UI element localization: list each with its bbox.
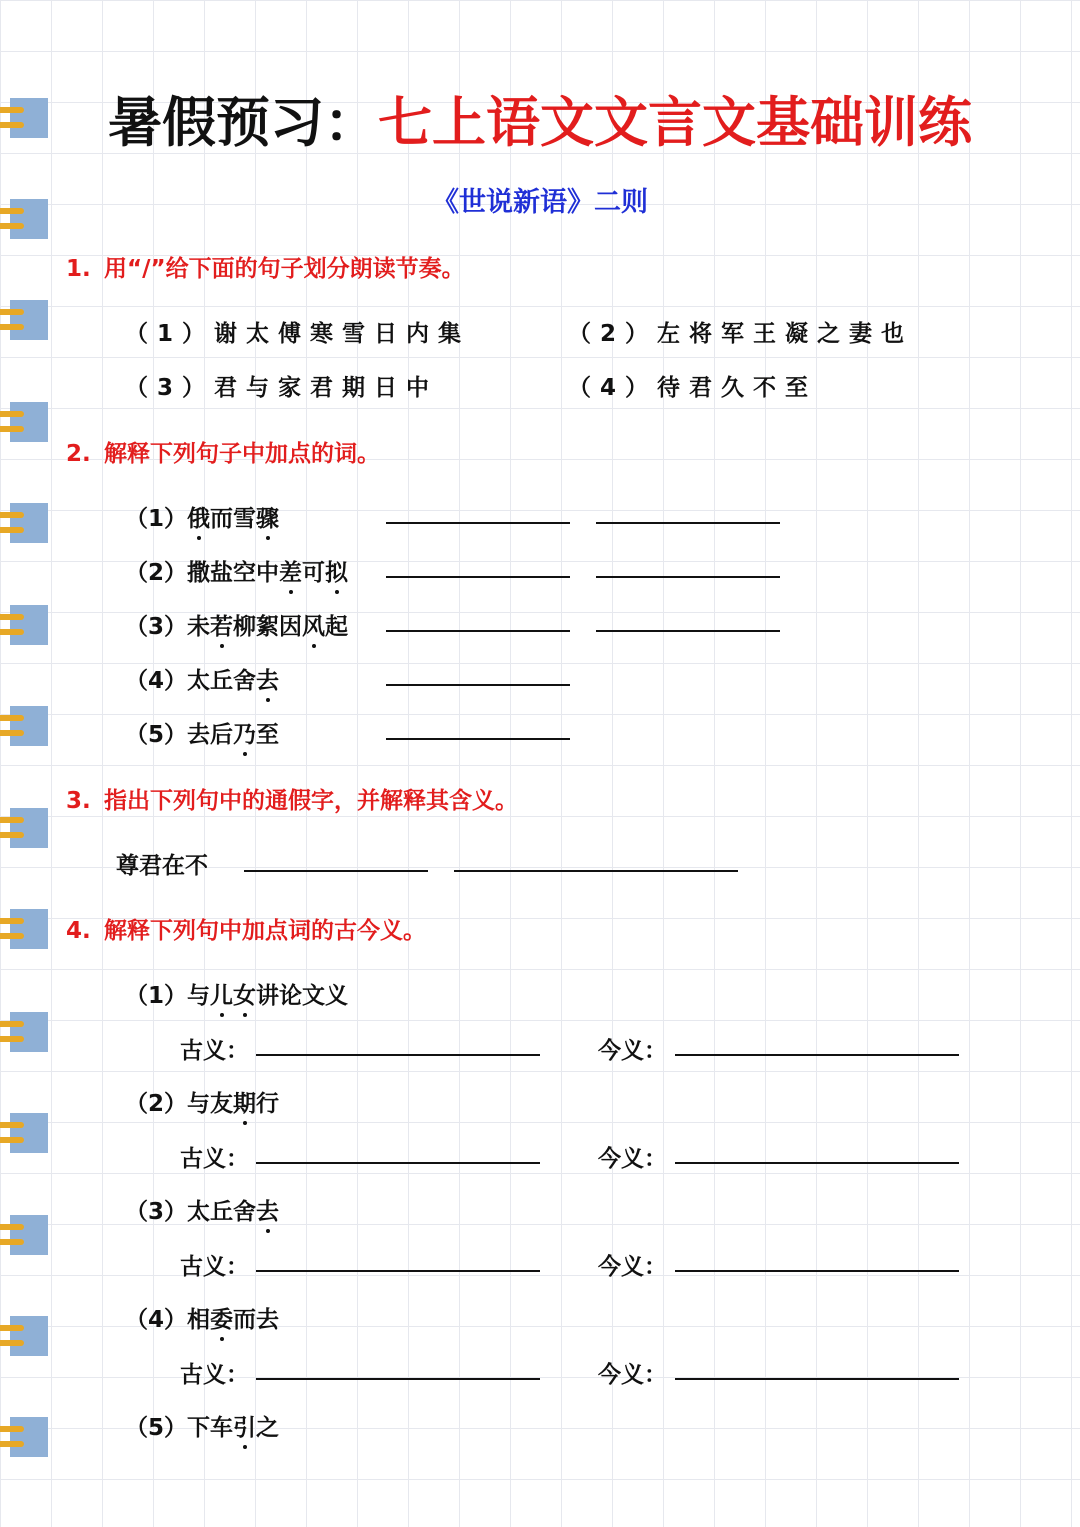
binder-ring: [0, 1012, 48, 1052]
q2-item-3: [125, 608, 348, 641]
item-label: （3）: [125, 1199, 188, 1225]
modern-meaning-label: 今义：: [598, 1038, 667, 1064]
answer-blank[interactable]: [386, 522, 570, 524]
q2-item-1: [125, 500, 279, 533]
ancient-meaning-label: 古义：: [180, 1038, 249, 1064]
character: 与: [187, 1091, 211, 1117]
item-text: 左将军王凝之妻也: [657, 321, 914, 347]
question-prompt: 用“/”给下面的句子划分朗读节奏。: [104, 256, 465, 282]
q4-item-1: [125, 977, 348, 1010]
question-number: 4.: [66, 918, 91, 944]
emphasized-character: 风: [302, 608, 325, 641]
modern-meaning-blank[interactable]: [675, 1162, 959, 1164]
question-3-heading: [66, 782, 518, 815]
question-prompt: 解释下列句子中加点的词。: [104, 441, 380, 467]
character: 太: [187, 668, 211, 694]
character: 文: [302, 983, 326, 1009]
character: 絮: [256, 614, 280, 640]
binder-ring: [0, 706, 48, 746]
character: 友: [210, 1091, 234, 1117]
item-label: （2）: [568, 321, 658, 347]
item-text: [187, 977, 348, 1010]
emphasized-character: 女: [233, 977, 256, 1010]
question-number: 1.: [66, 256, 91, 282]
character: 因: [279, 614, 303, 640]
item-text: [187, 1301, 279, 1334]
character: 起: [325, 614, 349, 640]
character: 舍: [233, 1199, 257, 1225]
emphasized-character: 若: [210, 608, 233, 641]
character: 撒: [187, 560, 211, 586]
question-number: 3.: [66, 788, 91, 814]
q4-item-5: [125, 1409, 279, 1442]
binder-ring: [0, 300, 48, 340]
item-text: [187, 1085, 279, 1118]
binder-ring: [0, 1417, 48, 1457]
modern-meaning-blank[interactable]: [675, 1270, 959, 1272]
character: 舍: [233, 668, 257, 694]
emphasized-character: 去: [256, 1193, 279, 1226]
item-text: 待君久不至: [657, 375, 818, 401]
ancient-meaning-blank[interactable]: [256, 1054, 540, 1056]
character: 而: [210, 506, 234, 532]
item-text: [187, 608, 348, 641]
q2-item-5: [125, 716, 279, 749]
q1-item-4: [568, 369, 817, 402]
character: 太: [187, 1199, 211, 1225]
item-label: （1）: [125, 983, 188, 1009]
ancient-meaning-blank[interactable]: [256, 1270, 540, 1272]
character: 去: [256, 1307, 280, 1333]
character: 丘: [210, 1199, 234, 1225]
item-label: （2）: [125, 1091, 188, 1117]
character: 行: [256, 1091, 280, 1117]
item-label: （4）: [125, 1307, 188, 1333]
character: 而: [233, 1307, 257, 1333]
character: 雪: [233, 506, 257, 532]
item-label: （1）: [125, 506, 188, 532]
title-prefix: 暑假预习：: [108, 90, 378, 154]
q3-sentence: 尊君在不: [116, 853, 208, 879]
page-title: [0, 80, 1080, 157]
item-text: [187, 1409, 279, 1442]
character: 后: [210, 722, 234, 748]
ancient-meaning-label: 古义：: [180, 1146, 249, 1172]
answer-blank[interactable]: [596, 576, 780, 578]
binder-ring: [0, 402, 48, 442]
item-label: （3）: [125, 614, 188, 640]
question-number: 2.: [66, 441, 91, 467]
question-2-heading: [66, 435, 380, 468]
answer-blank[interactable]: [596, 630, 780, 632]
item-label: （5）: [125, 1415, 188, 1441]
answer-blank[interactable]: [386, 738, 570, 740]
character: 论: [279, 983, 303, 1009]
q2-item-2: [125, 554, 348, 587]
answer-blank[interactable]: [596, 522, 780, 524]
item-text: [187, 554, 348, 587]
item-label: （3）: [125, 375, 215, 401]
character: 可: [302, 560, 326, 586]
character: 与: [187, 983, 211, 1009]
q1-item-2: [568, 315, 913, 348]
character: 丘: [210, 668, 234, 694]
character: 空: [233, 560, 257, 586]
q4-item-3: [125, 1193, 279, 1226]
emphasized-character: 乃: [233, 716, 256, 749]
item-text: [187, 500, 279, 533]
binder-ring: [0, 1113, 48, 1153]
answer-blank[interactable]: [386, 630, 570, 632]
character: 去: [187, 722, 211, 748]
character: 柳: [233, 614, 257, 640]
character: 相: [187, 1307, 211, 1333]
character: 中: [256, 560, 280, 586]
item-label: （2）: [125, 560, 188, 586]
emphasized-character: 拟: [325, 554, 348, 587]
character: 讲: [256, 983, 280, 1009]
character: 下: [187, 1415, 211, 1441]
emphasized-character: 去: [256, 662, 279, 695]
answer-blank[interactable]: [454, 870, 738, 872]
item-text: [187, 662, 279, 695]
character: 盐: [210, 560, 234, 586]
binder-ring: [0, 808, 48, 848]
q2-item-4: [125, 662, 279, 695]
binder-ring: [0, 909, 48, 949]
modern-meaning-label: 今义：: [598, 1146, 667, 1172]
character: 车: [210, 1415, 234, 1441]
emphasized-character: 儿: [210, 977, 233, 1010]
character: 未: [187, 614, 211, 640]
modern-meaning-blank[interactable]: [675, 1378, 959, 1380]
item-text: 君与家君期日中: [214, 375, 439, 401]
modern-meaning-label: 今义：: [598, 1254, 667, 1280]
modern-meaning-label: 今义：: [598, 1362, 667, 1388]
emphasized-character: 委: [210, 1301, 233, 1334]
emphasized-character: 差: [279, 554, 302, 587]
item-label: （1）: [125, 321, 215, 347]
page-subtitle: 《世说新语》二则: [432, 187, 648, 218]
item-text: [187, 1193, 279, 1226]
modern-meaning-blank[interactable]: [675, 1054, 959, 1056]
binder-ring: [0, 605, 48, 645]
q1-item-1: [125, 315, 470, 348]
answer-blank[interactable]: [244, 870, 428, 872]
character: 至: [256, 722, 280, 748]
question-1-heading: [66, 250, 465, 283]
emphasized-character: 期: [233, 1085, 256, 1118]
q4-item-2: [125, 1085, 279, 1118]
question-prompt: 指出下列句中的通假字，并解释其含义。: [104, 788, 518, 814]
emphasized-character: 引: [233, 1409, 256, 1442]
item-text: [187, 716, 279, 749]
question-prompt: 解释下列句中加点词的古今义。: [104, 918, 426, 944]
item-label: （4）: [125, 668, 188, 694]
ancient-meaning-label: 古义：: [180, 1254, 249, 1280]
q1-item-3: [125, 369, 438, 402]
character: 之: [256, 1415, 280, 1441]
q4-item-4: [125, 1301, 279, 1334]
answer-blank[interactable]: [386, 684, 570, 686]
character: 义: [325, 983, 349, 1009]
item-text: 谢太傅寒雪日内集: [214, 321, 471, 347]
item-label: （5）: [125, 722, 188, 748]
question-4-heading: [66, 912, 426, 945]
title-highlight: 七上语文文言文基础训练: [378, 90, 972, 154]
ancient-meaning-blank[interactable]: [256, 1378, 540, 1380]
binder-ring: [0, 1316, 48, 1356]
ancient-meaning-label: 古义：: [180, 1362, 249, 1388]
binder-ring: [0, 1215, 48, 1255]
binder-ring: [0, 503, 48, 543]
emphasized-character: 俄: [187, 500, 210, 533]
item-label: （4）: [568, 375, 658, 401]
answer-blank[interactable]: [386, 576, 570, 578]
emphasized-character: 骤: [256, 500, 279, 533]
ancient-meaning-blank[interactable]: [256, 1162, 540, 1164]
